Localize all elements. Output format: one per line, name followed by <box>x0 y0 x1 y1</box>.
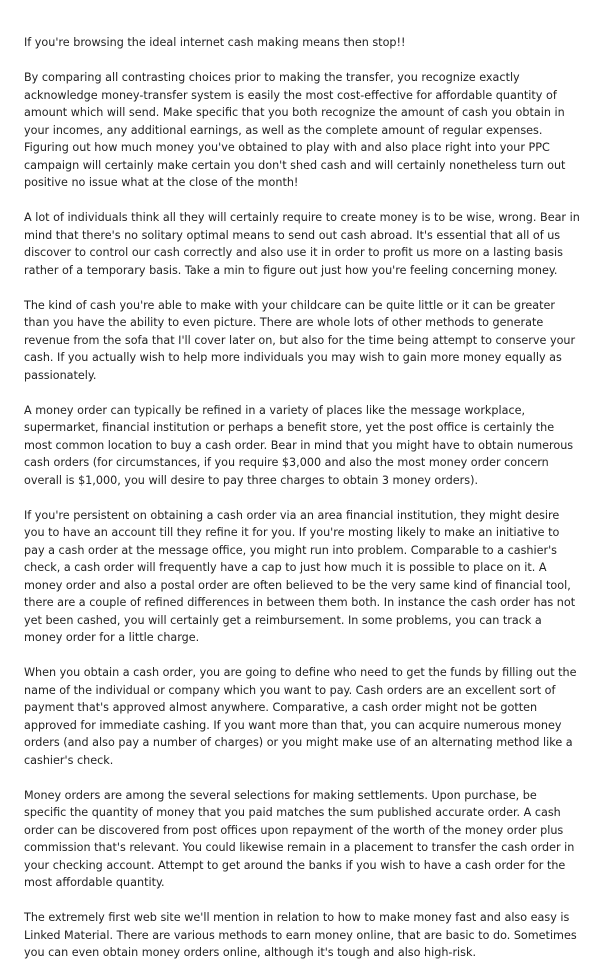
document-body <box>24 34 580 979</box>
paragraph-8: Money orders are among the several selections for making settlements. Upon purchase, be specific the quantity of money that you paid matches the sum published accurate order. A cash order can be discovered from post offices upon repayment of the worth of the money order plus commission that's relevant. You could likewise remain in a placement to transfer the cash order in your checking account. Attempt to get around the banks if you wish to have a cash order for the most affordable quantity. <box>24 788 575 889</box>
paragraph-6: If you're persistent on obtaining a cash order via an area financial institution, they might desire you to have an account till they refine it for you. If you're mosting likely to make an initiative to pay a cash order at the message office, you might run into problem. Comparable to a cashier's check, a cash order will frequently have a cap to just how much it is possible to place on it. A money order and also a postal order are often believed to be the very same kind of financial tool, there are a couple of refined differences in between them both. In instance the cash order has not yet been cashed, you will certainly get a reimbursement. In some problems, you can track a money order for a little charge. <box>24 508 576 644</box>
paragraph-3: A lot of individuals think all they will certainly require to create money is to be wise, wrong. Bear in mind that there's no solitary optimal means to send out cash abroad. It's essential that all of us discover to control our cash correctly and also use it in order to profit us more on a lasting basis rather of a temporary basis. Take a min to figure out just how you're feeling concerning money. <box>24 211 580 277</box>
paragraph-2: By comparing all contrasting choices prior to making the transfer, you recognize exactly acknowledge money-transfer system is easily the most cost-effective for affordable quantity of amount which will send. Make specific that you both recognize the amount of cash you obtain in your incomes, any additional earnings, as well as the complete amount of regular expenses. Figuring out how much money you've obtained to play with and also place right into your PPC campaign will certainly make certain you don't shed cash and will certainly nonetheless turn out positive no issue what at the close of the month! <box>24 71 566 189</box>
paragraph-1: If you're browsing the ideal internet cash making means then stop!! <box>24 36 406 49</box>
paragraph-5: A money order can typically be refined in a variety of places like the message workplace, supermarket, financial institution or perhaps a benefit store, yet the post office is certainly the most common location to buy a cash order. Bear in mind that you might have to obtain numerous cash orders (for circumstances, if you require $3,000 and also the most money order concern overall is $1,000, you will desire to pay three charges to obtain 3 money orders). <box>24 403 574 487</box>
paragraph-4: The kind of cash you're able to make with your childcare can be quite little or it can be greater than you have the ability to even picture. There are whole lots of other methods to generate revenue from the sofa that I'll cover later on, but also for the time being attempt to conserve your cash. If you actually wish to help more individuals you may wish to gain more money equally as passionately. <box>24 298 576 382</box>
paragraph-7: When you obtain a cash order, you are going to define who need to get the funds by filling out the name of the individual or company which you want to pay. Cash orders are an excellent sort of payment that's approved almost anywhere. Comparative, a cash order might not be gotten approved for immediate cashing. If you want more than that, you can acquire numerous money orders (and also pay a number of charges) or you might make use of an alternating method like a cashier's check. <box>24 666 577 767</box>
paragraph-9: The extremely first web site we'll mention in relation to how to make money fast and also easy is Linked Material. There are various methods to earn money online, that are basic to do. Sometimes you can even obtain money orders online, although it's tough and also high-risk. <box>24 911 577 959</box>
